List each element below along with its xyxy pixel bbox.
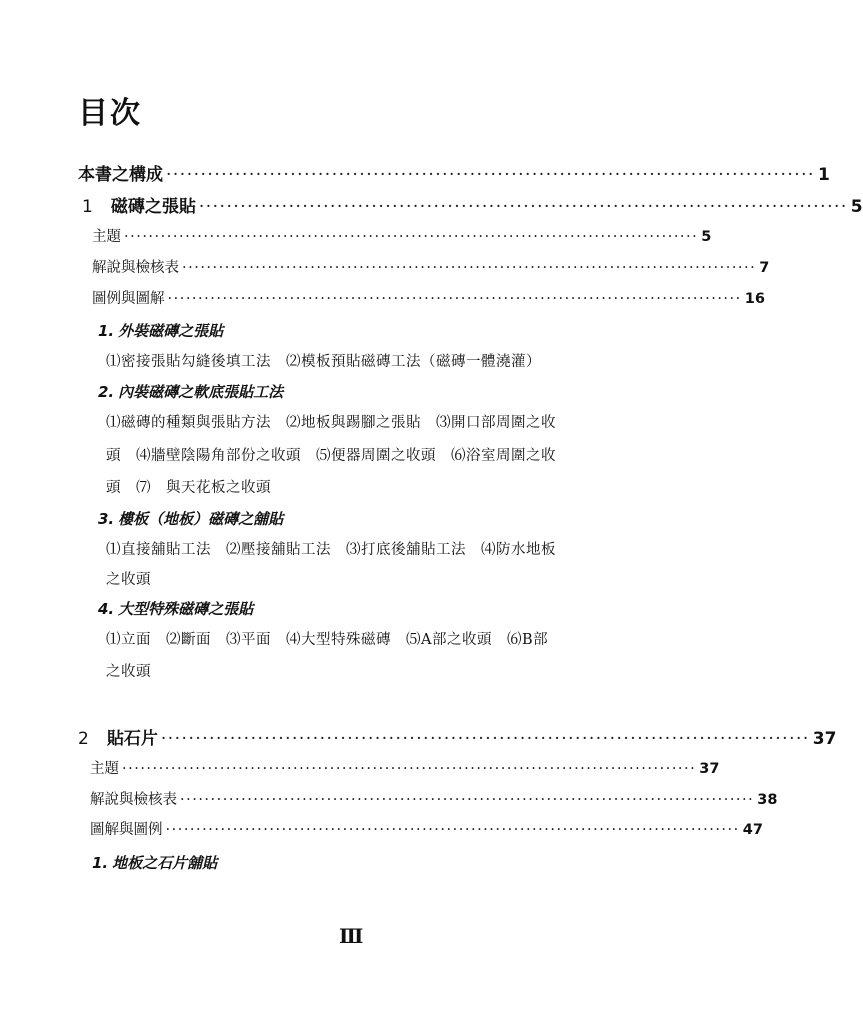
toc-detail-line: 之收頭 <box>106 572 151 588</box>
leader-dots: ······························································································ <box>166 165 815 185</box>
toc-entry-illustrations[interactable] <box>90 818 763 839</box>
toc-entry-explanation[interactable] <box>92 256 770 277</box>
toc-entry-theme[interactable] <box>92 225 712 246</box>
toc-entry-label: 磁磚之張貼 <box>110 197 196 217</box>
subsection-label: 地板之石片舖貼 <box>112 854 218 872</box>
toc-subsection[interactable] <box>98 508 283 529</box>
page-title: 目次 <box>78 96 142 131</box>
toc-entry-chapter-1[interactable] <box>82 192 863 217</box>
toc-entry-label: 解說與檢核表 <box>92 260 179 276</box>
toc-entry-page: 37 <box>812 729 837 749</box>
toc-entry-page: 5 <box>701 229 712 245</box>
toc-entry-label: 圖例與圖解 <box>92 291 165 307</box>
toc-entry-label: 本書之構成 <box>78 165 163 185</box>
subsection-number: 2. <box>98 383 115 401</box>
leader-dots: ······························································································ <box>182 260 757 276</box>
toc-entry-page: 5 <box>850 197 863 217</box>
subsection-label: 內裝磁磚之軟底張貼工法 <box>118 383 284 401</box>
toc-detail-line: ⑴密接張貼勾縫後填工法 ⑵模板預貼磁磚工法（磁磚一體澆灌） <box>106 354 541 370</box>
toc-entry-chapter-2[interactable] <box>78 724 837 749</box>
subsection-label: 外裝磁磚之張貼 <box>118 322 224 340</box>
subsection-label: 樓板（地板）磁磚之舖貼 <box>118 510 284 528</box>
subsection-number: 3. <box>98 510 115 528</box>
toc-entry-label: 主題 <box>90 761 119 777</box>
chapter-number: 2 <box>78 729 89 749</box>
toc-detail-line: ⑴直接舖貼工法 ⑵壓接舖貼工法 ⑶打底後舖貼工法 ⑷防水地板 <box>106 542 556 558</box>
toc-detail-line: 頭 ⑺ 與天花板之收頭 <box>106 480 271 496</box>
toc-entry-label: 解說與檢核表 <box>90 792 177 808</box>
leader-dots: ······························································································ <box>198 197 848 217</box>
subsection-number: 1. <box>98 322 115 340</box>
toc-entry-page: 37 <box>699 761 720 777</box>
toc-detail-line: ⑴磁磚的種類與張貼方法 ⑵地板與踢腳之張貼 ⑶開口部周圍之收 <box>106 415 556 431</box>
toc-entry-illustrations[interactable] <box>92 287 765 308</box>
subsection-number: 4. <box>98 600 115 618</box>
toc-entry-page: 7 <box>759 260 770 276</box>
toc-entry-page: 16 <box>744 291 765 307</box>
toc-entry-page: 1 <box>817 165 830 185</box>
leader-dots: ······························································································ <box>180 792 755 808</box>
page-number: Ⅲ <box>339 924 363 948</box>
toc-entry-intro[interactable] <box>78 160 830 185</box>
toc-entry-label: 主題 <box>92 229 121 245</box>
toc-detail-line: ⑴立面 ⑵斷面 ⑶平面 ⑷大型特殊磁磚 ⑸A部之收頭 ⑹B部 <box>106 632 549 648</box>
leader-dots: ······························································································ <box>165 822 740 838</box>
toc-subsection[interactable] <box>98 381 283 402</box>
subsection-label: 大型特殊磁磚之張貼 <box>118 600 254 618</box>
toc-detail-line: 頭 ⑷牆壁陰陽角部份之收頭 ⑸便器周圍之收頭 ⑹浴室周圍之收 <box>106 448 556 464</box>
leader-dots: ······························································································ <box>122 761 697 777</box>
toc-entry-explanation[interactable] <box>90 788 778 809</box>
toc-entry-label: 貼石片 <box>106 729 158 749</box>
toc-entry-page: 47 <box>742 822 763 838</box>
toc-entry-label: 圖解與圖例 <box>90 822 163 838</box>
toc-entry-page: 38 <box>757 792 778 808</box>
toc-subsection[interactable] <box>92 852 217 873</box>
chapter-number: 1 <box>82 197 93 217</box>
toc-entry-theme[interactable] <box>90 757 720 778</box>
subsection-number: 1. <box>92 854 109 872</box>
leader-dots: ······························································································ <box>124 229 699 245</box>
toc-subsection[interactable] <box>98 598 253 619</box>
leader-dots: ······························································································ <box>167 291 742 307</box>
toc-subsection[interactable] <box>98 320 223 341</box>
toc-detail-line: 之收頭 <box>106 664 151 680</box>
leader-dots: ······························································································ <box>160 729 810 749</box>
